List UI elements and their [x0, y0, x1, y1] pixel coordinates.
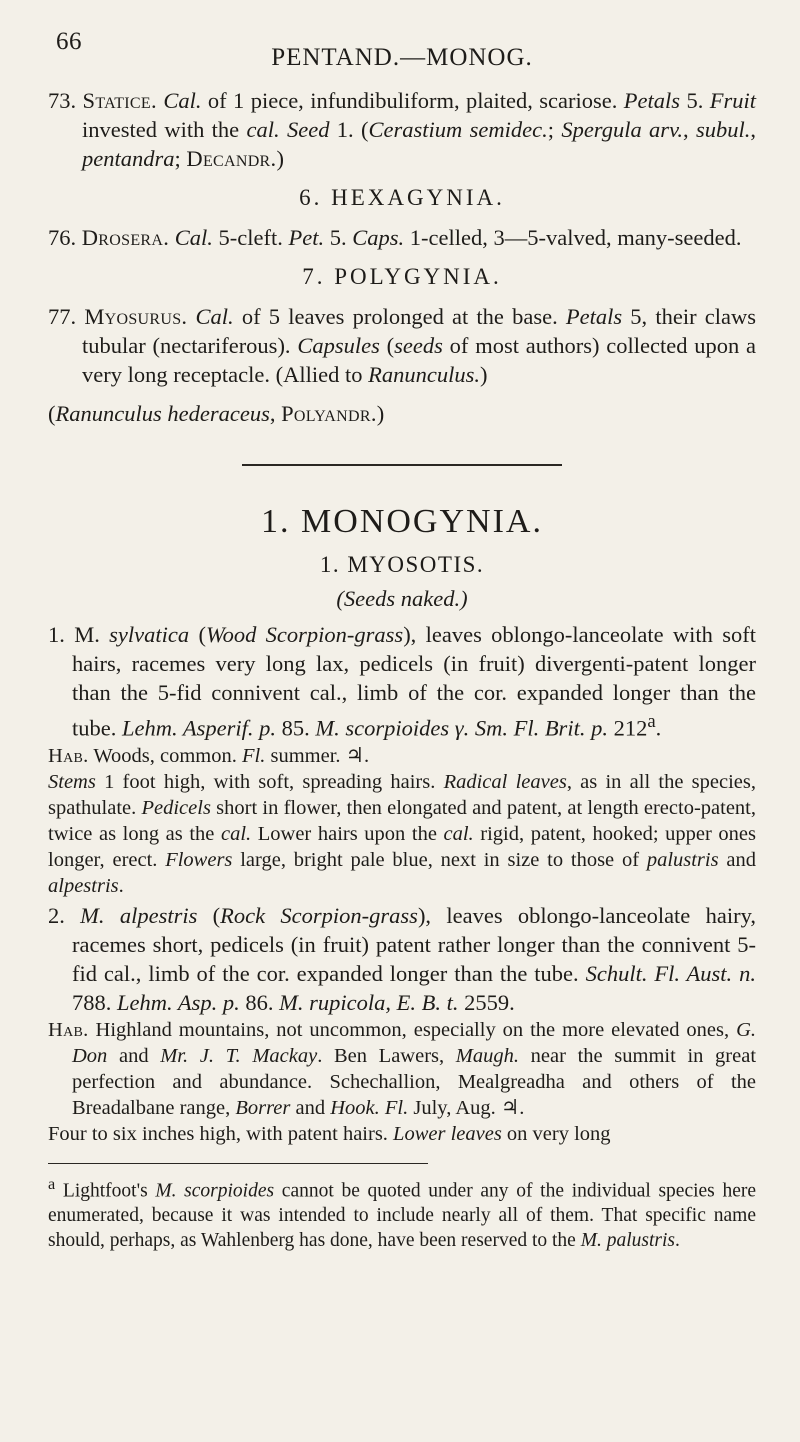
footnote: $^a$ Lightfoot's M. scorpioides cannot be quoted under any of the individual species here enumerated, because it was intended to include nearly all of them. That specific name should, perhaps, as Wahlenberg has done, have been reserved to the M. palustris.	[48, 1174, 757, 1251]
species-entry-sylvatica: 1. M. sylvatica (Wood Scorpion-grass), leaves oblongo-lanceolate with soft hairs, racemes very long lax, pedicels (in fruit) divergenti-patent longer than the 5-fid connivent cal., limb of the cor. expanded longer than the tube. Lehm. Asperif. p. 85. M. scorpioides γ. Sm. Fl. Brit. p. 212$^a$.	[48, 622, 756, 741]
section-divider	[242, 464, 562, 466]
habitat-alpestris: Hab. Highland mountains, not uncommon, especially on the more elevated ones, G. Don and Mr. J. T. Mackay. Ben Lawers, Maugh. near the summit in great perfection and abundance. Schechallion, Mealgreadha and others of the Breadalbane range, Borrer and Hook. Fl. July, Aug. ♃.	[48, 1018, 757, 1119]
habitat-sylvatica: Hab. Woods, common. Fl. summer. ♃.	[48, 744, 370, 767]
order-title: 1. MONOGYNIA.	[261, 503, 543, 540]
running-head: PENTAND.—MONOG.	[271, 44, 533, 71]
section-heading-polygynia: 7. POLYGYNIA.	[302, 264, 502, 289]
genus-entry-drosera: 76. Drosera. Cal. 5-cleft. Pet. 5. Caps. 1-celled, 3—5-valved, many-seeded.	[48, 225, 742, 250]
page-number: 66	[56, 28, 82, 55]
genus-entry-statice: 73. Statice. Cal. of 1 piece, infundibuliform, plaited, scariose. Petals 5. Fruit invested with the cal. Seed 1. (Cerastium semidec.; Spergula arv., subul., pentandra; Decandr.)	[48, 88, 757, 171]
page-header	[48, 28, 756, 86]
description-sylvatica: Stems 1 foot high, with soft, spreading hairs. Radical leaves, as in all the species, spathulate. Pedicels short in flower, then elongated and patent, at length erecto-patent, twice as long as the cal. Lower hairs upon the cal. rigid, patent, hooked; upper ones longer, erect. Flowers large, bright pale blue, next in size to those of palustris and alpestris.	[48, 770, 757, 897]
section-heading-hexagynia: 6. HEXAGYNIA.	[299, 185, 505, 210]
genus-title: 1. MYOSOTIS.	[319, 552, 485, 577]
footnote-divider	[48, 1163, 428, 1164]
description-alpestris: Four to six inches high, with patent hairs. Lower leaves on very long	[48, 1122, 611, 1145]
genus-entry-myosurus: 77. Myosurus. Cal. of 5 leaves prolonged at the base. Petals 5, their claws tubular (nectariferous). Capsules (seeds of most authors) collected upon a very long receptacle. (Allied to Ranunculus.)	[48, 304, 756, 387]
species-entry-alpestris: 2. M. alpestris (Rock Scorpion-grass), leaves oblongo-lanceolate hairy, racemes short, pedicels (in fruit) patent rather longer than the connivent 5-fid cal., limb of the cor. expanded longer than the tube. Schult. Fl. Aust. n. 788. Lehm. Asp. p. 86. M. rupicola, E. B. t. 2559.	[48, 902, 756, 1015]
cross-reference-note: (Ranunculus hederaceus, Polyandr.)	[48, 401, 385, 426]
genus-subtitle: (Seeds naked.)	[336, 586, 468, 611]
